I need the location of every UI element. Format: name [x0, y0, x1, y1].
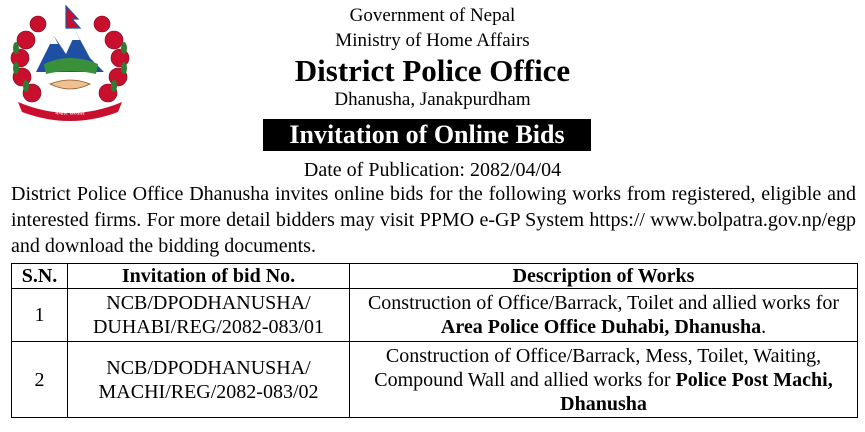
ministry-label: Ministry of Home Affairs [335, 30, 530, 51]
bid-no-line: DUHABI/REG/2082-083/01 [92, 316, 325, 338]
publication-date: Date of Publication: 2082/04/04 [303, 159, 562, 181]
office-location: Dhanusha, Janakpurdham [334, 89, 531, 110]
description-location: Police Post Machi, Dhanusha [560, 368, 833, 415]
row-sn: 2 [12, 342, 68, 418]
row-bid-no [68, 342, 350, 418]
col-sn-header: S.N. [12, 264, 68, 289]
table-header-row [12, 264, 858, 289]
col-bid-no-header: Invitation of bid No. [68, 264, 350, 289]
description-text: Construction of Office/Barrack, Toilet and allied works for [367, 292, 840, 314]
notice-title-banner: Invitation of Online Bids [263, 119, 591, 151]
description-text: Construction of Office/Barrack, Mess, Toilet, Waiting, Compound Wall and allied works for [374, 344, 822, 391]
table-row [12, 342, 858, 418]
bids-table [11, 263, 858, 418]
bid-no-line: NCB/DPODHANUSHA/ [106, 356, 311, 379]
row-description [350, 342, 858, 418]
svg-text:नेपाल सरकार: नेपाल सरकार [55, 110, 85, 117]
row-description [350, 289, 858, 342]
bid-no-line: NCB/DPODHANUSHA/ [106, 292, 311, 314]
office-title: District Police Office [294, 53, 571, 88]
table-row [12, 289, 858, 342]
government-label: Government of Nepal [349, 5, 516, 26]
description-end: . [761, 316, 767, 338]
row-bid-no [68, 289, 350, 342]
notice-body: District Police Office Dhanusha invites online bids for the following works from registered, eligible and interested firms. For more detail bidders may visit PPMO e-GP System https:// www.bolpatra.gov.np/egp and download the bidding documents. [11, 183, 856, 257]
bid-no-line: MACHI/REG/2082-083/02 [98, 380, 319, 403]
description-location: Area Police Office Duhabi, Dhanusha [440, 316, 762, 338]
col-description-header: Description of Works [350, 264, 858, 289]
row-sn: 1 [12, 289, 68, 342]
